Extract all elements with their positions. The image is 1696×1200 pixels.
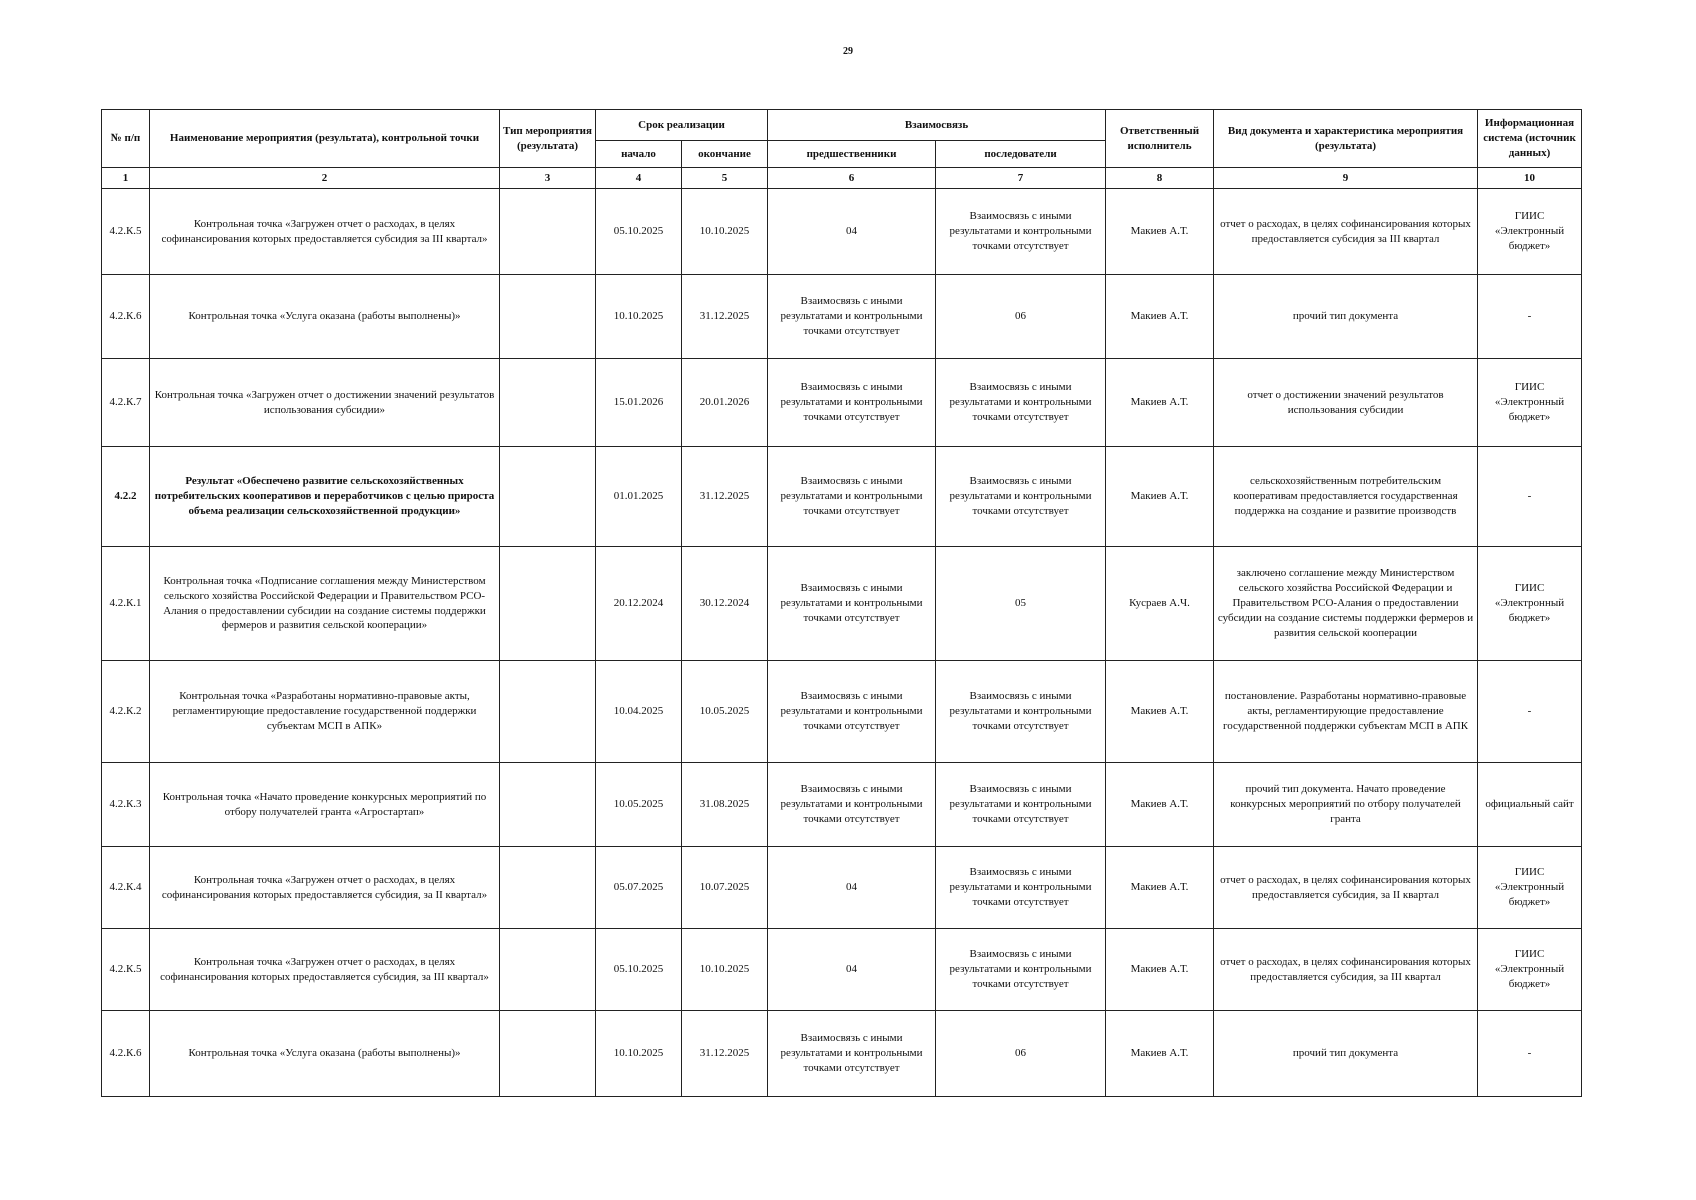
table-row xyxy=(102,763,1582,847)
row-successors: Взаимосвязь с иными результатами и контрольными точками отсутствует xyxy=(936,447,1106,547)
header-info-system: Информационная система (источник данных) xyxy=(1478,110,1582,168)
row-predecessors: Взаимосвязь с иными результатами и контрольными точками отсутствует xyxy=(768,763,936,847)
row-document: отчет о расходах, в целях софинансирования которых предоставляется субсидия, за III квартал xyxy=(1214,929,1478,1011)
row-successors: Взаимосвязь с иными результатами и контрольными точками отсутствует xyxy=(936,661,1106,763)
row-document: прочий тип документа. Начато проведение конкурсных мероприятий по отбору получателей гранта xyxy=(1214,763,1478,847)
header-term: Срок реализации xyxy=(596,110,768,141)
row-name: Контрольная точка «Загружен отчет о расходах, в целях софинансирования которых предоставляется субсидия, за II квартал» xyxy=(150,847,500,929)
row-start-date: 01.01.2025 xyxy=(596,447,682,547)
row-info-system: ГИИС «Электронный бюджет» xyxy=(1478,359,1582,447)
row-info-system: ГИИС «Электронный бюджет» xyxy=(1478,547,1582,661)
column-number: 4 xyxy=(596,168,682,189)
header-successors: последователи xyxy=(936,141,1106,168)
table-row xyxy=(102,847,1582,929)
row-predecessors: Взаимосвязь с иными результатами и контрольными точками отсутствует xyxy=(768,1011,936,1097)
row-name: Контрольная точка «Разработаны нормативно-правовые акты, регламентирующие предоставление государственной поддержки субъектам МСП в АПК» xyxy=(150,661,500,763)
row-end-date: 10.10.2025 xyxy=(682,189,768,275)
row-name: Результат «Обеспечено развитие сельскохозяйственных потребительских кооперативов и переработчиков с целью прироста объема реализации сельскохозяйственной продукции» xyxy=(150,447,500,547)
row-name: Контрольная точка «Подписание соглашения между Министерством сельского хозяйства Российской Федерации и Правительством РСО-Алания о предоставлении субсидии на создание системы поддержки фермеров и развития сельской кооперации» xyxy=(150,547,500,661)
row-number: 4.2.К.4 xyxy=(102,847,150,929)
column-number: 1 xyxy=(102,168,150,189)
row-number: 4.2.К.5 xyxy=(102,929,150,1011)
row-name: Контрольная точка «Услуга оказана (работы выполнены)» xyxy=(150,1011,500,1097)
table-row xyxy=(102,189,1582,275)
row-name: Контрольная точка «Загружен отчет о расходах, в целях софинансирования которых предоставляется субсидия, за III квартал» xyxy=(150,929,500,1011)
row-type xyxy=(500,547,596,661)
row-number: 4.2.К.2 xyxy=(102,661,150,763)
header-name: Наименование мероприятия (результата), контрольной точки xyxy=(150,110,500,168)
row-info-system: - xyxy=(1478,275,1582,359)
row-type xyxy=(500,1011,596,1097)
row-number: 4.2.К.6 xyxy=(102,1011,150,1097)
row-info-system: ГИИС «Электронный бюджет» xyxy=(1478,847,1582,929)
row-end-date: 10.07.2025 xyxy=(682,847,768,929)
row-successors: 06 xyxy=(936,275,1106,359)
row-start-date: 05.07.2025 xyxy=(596,847,682,929)
row-end-date: 10.05.2025 xyxy=(682,661,768,763)
row-type xyxy=(500,189,596,275)
header-start: начало xyxy=(596,141,682,168)
table-row xyxy=(102,359,1582,447)
row-responsible: Макиев А.Т. xyxy=(1106,275,1214,359)
page-number: 29 xyxy=(843,46,853,57)
row-document: постановление. Разработаны нормативно-правовые акты, регламентирующие предоставление государственной поддержки субъектам МСП в АПК xyxy=(1214,661,1478,763)
row-end-date: 30.12.2024 xyxy=(682,547,768,661)
row-document: отчет о достижении значений результатов использования субсидии xyxy=(1214,359,1478,447)
row-type xyxy=(500,447,596,547)
row-info-system: ГИИС «Электронный бюджет» xyxy=(1478,189,1582,275)
row-document: прочий тип документа xyxy=(1214,275,1478,359)
column-number: 5 xyxy=(682,168,768,189)
header-type: Тип мероприятия (результата) xyxy=(500,110,596,168)
row-responsible: Кусраев А.Ч. xyxy=(1106,547,1214,661)
row-info-system: ГИИС «Электронный бюджет» xyxy=(1478,929,1582,1011)
row-successors: Взаимосвязь с иными результатами и контрольными точками отсутствует xyxy=(936,847,1106,929)
table-row xyxy=(102,447,1582,547)
row-start-date: 10.10.2025 xyxy=(596,275,682,359)
row-number: 4.2.К.5 xyxy=(102,189,150,275)
table-row xyxy=(102,1011,1582,1097)
column-number: 8 xyxy=(1106,168,1214,189)
row-name: Контрольная точка «Загружен отчет о расходах, в целях софинансирования которых предоставляется субсидия за III квартал» xyxy=(150,189,500,275)
row-document: отчет о расходах, в целях софинансирования которых предоставляется субсидия за III квартал xyxy=(1214,189,1478,275)
header-relation: Взаимосвязь xyxy=(768,110,1106,141)
row-predecessors: 04 xyxy=(768,189,936,275)
row-predecessors: Взаимосвязь с иными результатами и контрольными точками отсутствует xyxy=(768,447,936,547)
row-type xyxy=(500,929,596,1011)
row-end-date: 31.12.2025 xyxy=(682,275,768,359)
row-successors: 06 xyxy=(936,1011,1106,1097)
row-end-date: 20.01.2026 xyxy=(682,359,768,447)
table-row xyxy=(102,275,1582,359)
row-number: 4.2.2 xyxy=(102,447,150,547)
header-document: Вид документа и характеристика мероприятия (результата) xyxy=(1214,110,1478,168)
column-number: 9 xyxy=(1214,168,1478,189)
table-row xyxy=(102,547,1582,661)
row-number: 4.2.К.7 xyxy=(102,359,150,447)
row-type xyxy=(500,763,596,847)
row-type xyxy=(500,359,596,447)
row-responsible: Макиев А.Т. xyxy=(1106,763,1214,847)
row-start-date: 10.10.2025 xyxy=(596,1011,682,1097)
row-successors: Взаимосвязь с иными результатами и контрольными точками отсутствует xyxy=(936,189,1106,275)
row-successors: 05 xyxy=(936,547,1106,661)
row-predecessors: 04 xyxy=(768,847,936,929)
row-predecessors: 04 xyxy=(768,929,936,1011)
row-number: 4.2.К.6 xyxy=(102,275,150,359)
row-document: заключено соглашение между Министерством сельского хозяйства Российской Федерации и Правительством РСО-Алания о предоставлении субсидии на создание системы поддержки фермеров и развития сельской кооперации xyxy=(1214,547,1478,661)
implementation-plan-table xyxy=(101,109,1582,1097)
row-responsible: Макиев А.Т. xyxy=(1106,661,1214,763)
row-name: Контрольная точка «Услуга оказана (работы выполнены)» xyxy=(150,275,500,359)
header-end: окончание xyxy=(682,141,768,168)
row-type xyxy=(500,661,596,763)
row-responsible: Макиев А.Т. xyxy=(1106,189,1214,275)
table-header xyxy=(102,110,1582,189)
row-start-date: 15.01.2026 xyxy=(596,359,682,447)
row-info-system: официальный сайт xyxy=(1478,763,1582,847)
table-body xyxy=(102,189,1582,1097)
table-row xyxy=(102,929,1582,1011)
row-end-date: 31.08.2025 xyxy=(682,763,768,847)
row-start-date: 20.12.2024 xyxy=(596,547,682,661)
row-number: 4.2.К.3 xyxy=(102,763,150,847)
row-start-date: 10.04.2025 xyxy=(596,661,682,763)
row-responsible: Макиев А.Т. xyxy=(1106,1011,1214,1097)
row-end-date: 10.10.2025 xyxy=(682,929,768,1011)
header-num: № п/п xyxy=(102,110,150,168)
row-info-system: - xyxy=(1478,1011,1582,1097)
table-row xyxy=(102,661,1582,763)
row-successors: Взаимосвязь с иными результатами и контрольными точками отсутствует xyxy=(936,763,1106,847)
column-number: 2 xyxy=(150,168,500,189)
column-number: 10 xyxy=(1478,168,1582,189)
row-responsible: Макиев А.Т. xyxy=(1106,359,1214,447)
header-responsible: Ответственный исполнитель xyxy=(1106,110,1214,168)
header-predecessors: предшественники xyxy=(768,141,936,168)
row-number: 4.2.К.1 xyxy=(102,547,150,661)
column-number: 7 xyxy=(936,168,1106,189)
row-start-date: 05.10.2025 xyxy=(596,189,682,275)
row-responsible: Макиев А.Т. xyxy=(1106,929,1214,1011)
column-number: 6 xyxy=(768,168,936,189)
row-start-date: 10.05.2025 xyxy=(596,763,682,847)
row-info-system: - xyxy=(1478,661,1582,763)
row-type xyxy=(500,275,596,359)
column-number: 3 xyxy=(500,168,596,189)
row-start-date: 05.10.2025 xyxy=(596,929,682,1011)
row-successors: Взаимосвязь с иными результатами и контрольными точками отсутствует xyxy=(936,359,1106,447)
row-document: отчет о расходах, в целях софинансирования которых предоставляется субсидия, за II квартал xyxy=(1214,847,1478,929)
row-predecessors: Взаимосвязь с иными результатами и контрольными точками отсутствует xyxy=(768,359,936,447)
row-document: сельскохозяйственным потребительским кооперативам предоставляется государственная поддержка на создание и развитие производств xyxy=(1214,447,1478,547)
row-predecessors: Взаимосвязь с иными результатами и контрольными точками отсутствует xyxy=(768,661,936,763)
row-predecessors: Взаимосвязь с иными результатами и контрольными точками отсутствует xyxy=(768,275,936,359)
row-type xyxy=(500,847,596,929)
row-successors: Взаимосвязь с иными результатами и контрольными точками отсутствует xyxy=(936,929,1106,1011)
row-name: Контрольная точка «Начато проведение конкурсных мероприятий по отбору получателей гранта «Агростартап» xyxy=(150,763,500,847)
row-document: прочий тип документа xyxy=(1214,1011,1478,1097)
row-end-date: 31.12.2025 xyxy=(682,447,768,547)
row-name: Контрольная точка «Загружен отчет о достижении значений результатов использования субсидии» xyxy=(150,359,500,447)
row-predecessors: Взаимосвязь с иными результатами и контрольными точками отсутствует xyxy=(768,547,936,661)
row-info-system: - xyxy=(1478,447,1582,547)
row-responsible: Макиев А.Т. xyxy=(1106,847,1214,929)
row-responsible: Макиев А.Т. xyxy=(1106,447,1214,547)
row-end-date: 31.12.2025 xyxy=(682,1011,768,1097)
